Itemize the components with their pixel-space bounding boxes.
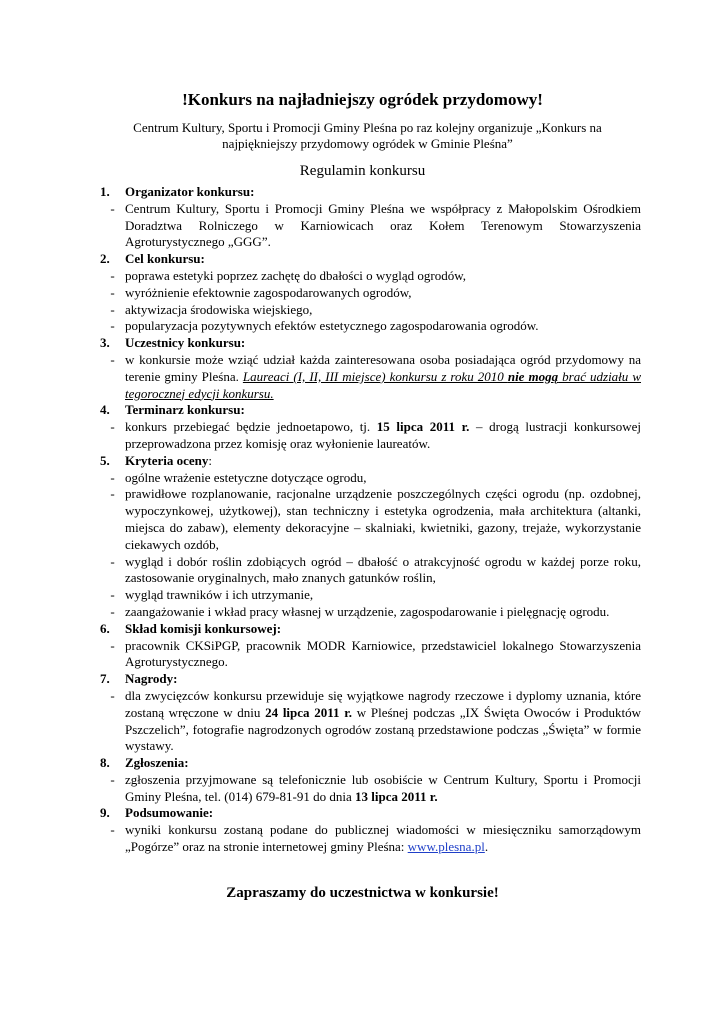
list-item — [100, 486, 641, 553]
section-schedule — [100, 402, 641, 452]
list-item — [100, 554, 641, 588]
item-text: konkurs przebiegać będzie jednoetapowo, tj. — [125, 419, 377, 435]
item-text: prawidłowe rozplanowanie, racjonalne urządzenie poszczególnych części ogrodu (np. ozdobnej, wypoczynkowej, użytkowej), stan techniczny i estetyka ogrodzenia, mała architektura (altanki, miejsca do zabaw), elementy dekoracyjne – skalniaki, kwietniki, gazony, trejaże, wykorzystanie ciekawych ozdób, — [125, 486, 641, 552]
laureates-note-end: brać udziału w tegorocznej edycji konkursu. — [125, 368, 641, 401]
section-heading-colon: : — [208, 452, 213, 468]
intro-paragraph: Centrum Kultury, Sportu i Promocji Gminy Pleśna po raz kolejny organizuje „Konkurs na najpiękniejszy przydomowy ogródek w Gminie Pleśna” — [133, 120, 602, 151]
section-heading: Nagrody: — [125, 671, 178, 687]
item-text: popularyzacja pozytywnych efektów estetycznego zagospodarowania ogrodów. — [125, 318, 539, 334]
dash-bullet: - — [110, 318, 115, 334]
section-number: 1. — [100, 184, 110, 199]
item-text: aktywizacja środowiska wiejskiego, — [125, 301, 313, 317]
dash-bullet: - — [110, 284, 115, 300]
dash-bullet: - — [110, 687, 115, 703]
dash-bullet: - — [110, 469, 115, 485]
item-text: zgłoszenia przyjmowane są telefonicznie lub osobiście w Centrum Kultury, Sportu i Promocji Gminy Pleśna, tel. (014) 679-81-91 do dnia — [125, 771, 641, 804]
deadline-date: 13 lipca 2011 r. — [355, 788, 438, 804]
section-criteria — [100, 453, 641, 621]
laureates-note-bold: nie mogą — [507, 368, 559, 384]
dash-bullet: - — [110, 200, 115, 216]
list-item — [100, 285, 641, 302]
list-item — [100, 201, 641, 251]
item-text: wyróżnienie efektownie zagospodarowanych ogrodów, — [125, 284, 412, 300]
item-text: w konkursie może wziąć udział każda zainteresowana osoba posiadająca ogród przydomowy na terenie gminy Pleśna. — [125, 351, 641, 384]
dash-bullet: - — [110, 587, 115, 603]
item-text: dla zwycięzców konkursu przewiduje się wyjątkowe nagrody rzeczowe i dyplomy uznania, które zostaną wręczone w dniu — [125, 687, 641, 720]
list-item — [100, 688, 641, 755]
section-heading: Cel konkursu: — [125, 251, 205, 267]
item-text: wygląd i dobór roślin zdobiących ogród – dbałość o atrakcyjność ogrodu w każdej porze roku, zastosowanie oryginalnych, mało znanych gatunków roślin, — [125, 553, 641, 586]
dash-bullet: - — [110, 637, 115, 653]
dash-bullet: - — [110, 822, 115, 838]
section-goal — [100, 251, 641, 335]
list-item — [100, 419, 641, 453]
section-committee — [100, 621, 641, 671]
section-heading: Zgłoszenia: — [125, 755, 189, 771]
list-item — [100, 318, 641, 335]
item-text: poprawa estetyki poprzez zachętę do dbałości o wygląd ogrodów, — [125, 267, 467, 283]
item-text: wygląd trawników i ich utrzymanie, — [125, 587, 314, 603]
section-number: 6. — [100, 620, 110, 636]
dash-bullet: - — [110, 603, 115, 619]
section-number: 4. — [100, 402, 110, 418]
section-organizer — [100, 184, 641, 251]
section-heading: Terminarz konkursu: — [125, 402, 245, 418]
dash-bullet: - — [110, 267, 115, 283]
dash-bullet: - — [110, 351, 115, 367]
item-text: ogólne wrażenie estetyczne dotyczące ogrodu, — [125, 469, 367, 485]
website-link[interactable]: www.plesna.pl — [407, 839, 485, 855]
dash-bullet: - — [110, 771, 115, 787]
section-heading: Kryteria oceny — [125, 452, 209, 468]
dash-bullet: - — [110, 419, 115, 435]
section-participants — [100, 335, 641, 402]
section-heading: Podsumowanie: — [125, 805, 214, 821]
list-item — [100, 302, 641, 319]
section-heading: Uczestnicy konkursu: — [125, 335, 246, 351]
section-summary — [100, 805, 641, 855]
regulation-sections — [100, 184, 641, 856]
item-text-cont: w Pleśnej podczas „IX Święta Owoców i Produktów Pszczelich”, fotografie nagrodzonych ogrodów zostaną przedstawione podczas „Święta” w formie wystawy. — [125, 704, 641, 754]
list-item — [100, 604, 641, 621]
item-text: zaangażowanie i wkład pracy własnej w urządzenie, zagospodarowanie i pielęgnację ogrodu. — [125, 603, 610, 619]
dash-bullet: - — [110, 301, 115, 317]
item-text-cont: – drogą lustracji konkursowej przeprowadzona przez komisję oraz wyłonienie laureatów. — [125, 419, 641, 451]
list-item — [100, 587, 641, 604]
item-text: pracownik CKSiPGP, pracownik MODR Karniowice, przedstawiciel lokalnego Stowarzyszenia Agroturystycznego. — [125, 637, 641, 670]
laureates-note: Laureaci (I, II, III miejsce) konkursu z roku 2010 — [242, 368, 508, 384]
list-item — [100, 268, 641, 285]
section-number: 3. — [100, 335, 110, 351]
page-title: !Konkurs na najładniejszy ogródek przydomowy! — [182, 90, 543, 109]
list-item — [100, 822, 641, 856]
award-date: 24 lipca 2011 r. — [265, 704, 353, 720]
dash-bullet: - — [110, 553, 115, 569]
closing-invitation: Zapraszamy do uczestnictwa w konkursie! — [226, 885, 499, 901]
list-item — [100, 470, 641, 487]
section-number: 9. — [100, 805, 110, 821]
section-heading: Organizator konkursu: — [125, 184, 255, 199]
item-text: wyniki konkursu zostaną podane do publicznej wiadomości w miesięczniku samorządowym „Pogórze” oraz na stronie internetowej gminy Pleśna: — [125, 822, 641, 855]
list-item — [100, 638, 641, 672]
section-number: 8. — [100, 755, 110, 771]
regulation-subtitle: Regulamin konkursu — [299, 163, 426, 179]
item-text-end: . — [484, 839, 489, 855]
schedule-date: 15 lipca 2011 r. — [376, 419, 470, 435]
section-number: 5. — [100, 452, 110, 468]
dash-bullet: - — [110, 486, 115, 502]
section-prizes — [100, 671, 641, 755]
section-number: 7. — [100, 671, 110, 687]
item-text: Centrum Kultury, Sportu i Promocji Gminy Pleśna we współpracy z Małopolskim Ośrodkiem Doradztwa Rolniczego w Karniowicach oraz Kołem Terenowym Stowarzyszenia Agroturystycznego „GGG”. — [125, 200, 641, 250]
list-item — [100, 352, 641, 402]
section-applications — [100, 755, 641, 805]
section-heading: Skład komisji konkursowej: — [125, 620, 282, 636]
section-number: 2. — [100, 251, 110, 267]
list-item — [100, 772, 641, 806]
